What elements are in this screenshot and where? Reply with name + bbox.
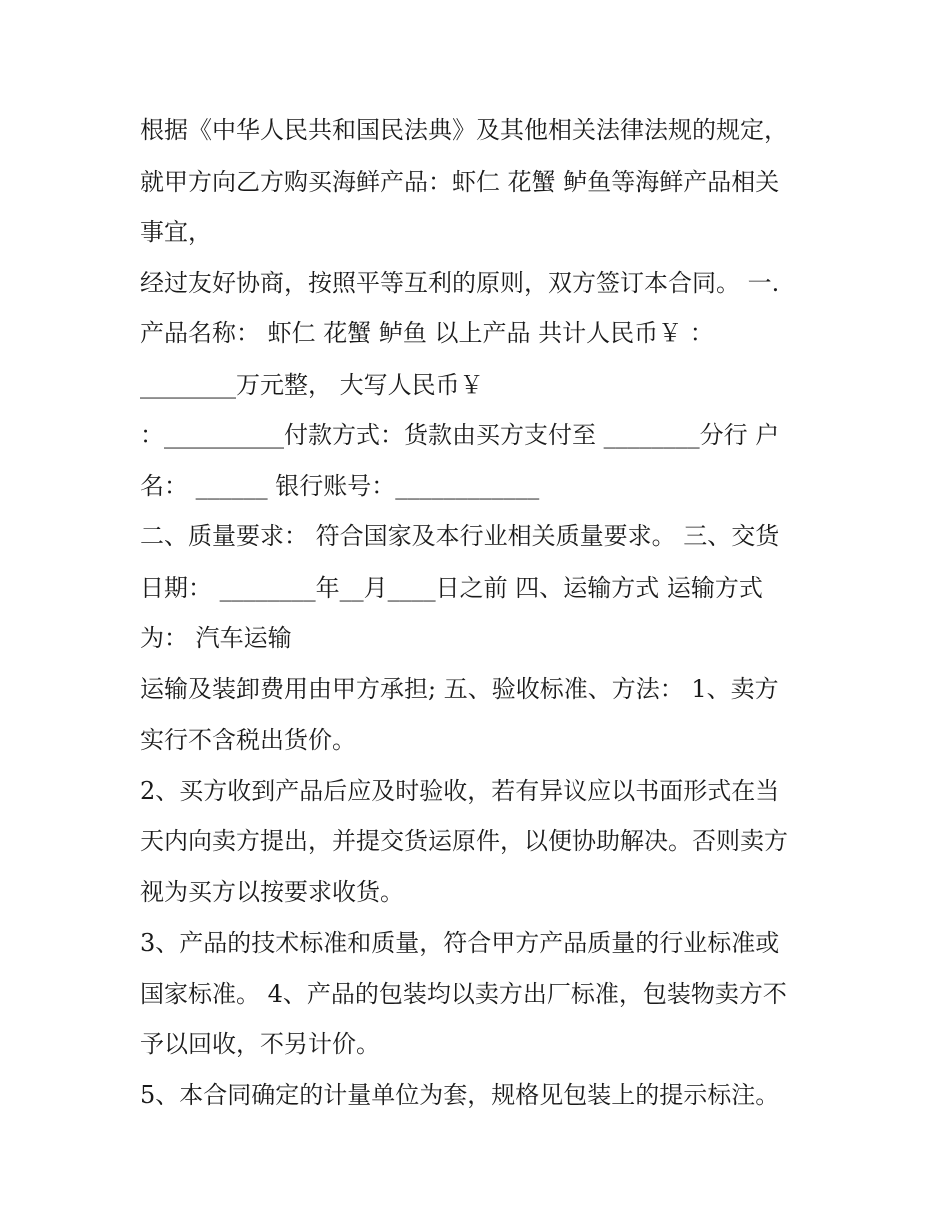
text-line: 根据《中华人民共和国民法典》及其他相关法律法规的规定， — [140, 116, 788, 144]
text-line: 二、质量要求： 符合国家及本行业相关质量要求。 三、交货 — [140, 522, 780, 550]
text-line: 运输及装卸费用由甲方承担; 五、验收标准、方法： 1、卖方 — [140, 675, 779, 703]
text-line: 国家标准。 4、产品的包装均以卖方出厂标准，包装物卖方不 — [140, 980, 787, 1008]
text-line: 实行不含税出货价。 — [140, 726, 356, 754]
text-line: 为： 汽车运输 — [140, 624, 292, 652]
text-line: 就甲方向乙方购买海鲜产品：虾仁 花蟹 鲈鱼等海鲜产品相关 — [140, 168, 780, 196]
text-line: 经过友好协商，按照平等互利的原则，双方签订本合同。 一. — [140, 269, 780, 297]
text-line: 予以回收，不另计价。 — [140, 1030, 380, 1058]
text-line: 名： ______ 银行账号：____________ — [140, 472, 540, 500]
text-line: 5、本合同确定的计量单位为套，规格见包装上的提示标注。 — [140, 1081, 780, 1109]
text-line: ：__________付款方式：货款由买方支付至 ________分行 户 — [140, 421, 780, 449]
text-line: 事宜， — [140, 218, 212, 246]
text-line: 产品名称： 虾仁 花蟹 鲈鱼 以上产品 共计人民币￥ ： — [140, 319, 714, 347]
text-line: 3、产品的技术标准和质量，符合甲方产品质量的行业标准或 — [140, 929, 780, 957]
text-line: 视为买方以按要求收货。 — [140, 878, 404, 906]
text-line: ________万元整， 大写人民币￥ — [140, 371, 484, 399]
text-line: 天内向卖方提出，并提交货运原件，以便协助解决。否则卖方 — [140, 827, 788, 855]
text-line: 2、买方收到产品后应及时验收，若有异议应以书面形式在当 — [140, 777, 780, 805]
text-line: 日期： ________年__月____日之前 四、运输方式 运输方式 — [140, 574, 763, 602]
